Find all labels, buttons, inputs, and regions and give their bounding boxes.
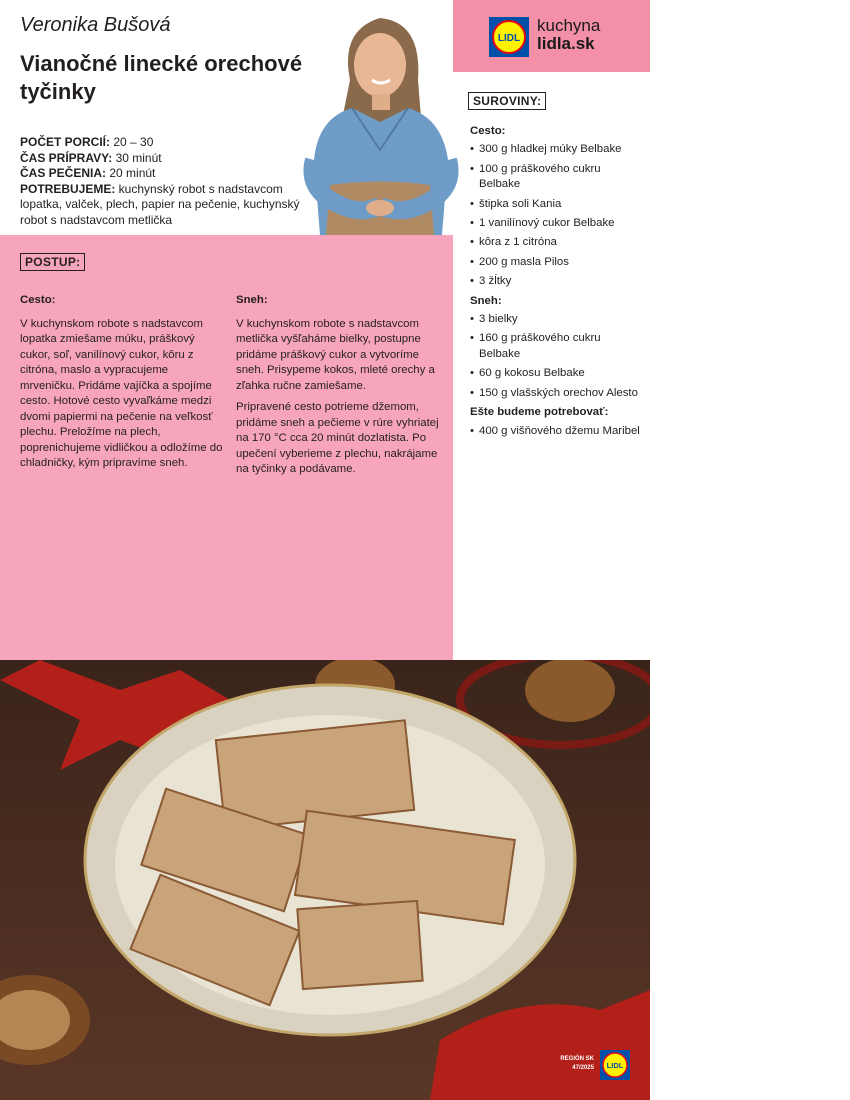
list-item: • kôra z 1 citróna	[470, 235, 640, 250]
method-meringue-title: Sneh:	[236, 294, 268, 306]
list-item: • 100 g práškového cukru Belbake	[470, 162, 640, 193]
method-meringue	[236, 293, 441, 484]
recipe-title: Vianočné linecké orechové tyčinky	[20, 51, 303, 104]
footer-region	[560, 1055, 594, 1073]
list-item: • 3 bielky	[470, 312, 640, 327]
list-item: • 160 g práškového cukru Belbake	[470, 331, 640, 362]
postup-tag: POSTUP:	[20, 253, 85, 271]
footer-region-label: REGIÓN SK	[560, 1056, 594, 1062]
list-item: • 150 g vlašských orechov Alesto	[470, 386, 640, 401]
lidl-footer-logo-icon	[600, 1050, 630, 1080]
list-item: • 3 žĺtky	[470, 274, 640, 289]
chef-portrait	[300, 10, 460, 235]
list-item: • 300 g hladkej múky Belbake	[470, 142, 640, 157]
list-item: • 60 g kokosu Belbake	[470, 366, 640, 381]
portions-label: POČET PORCIÍ:	[20, 135, 111, 149]
ingredients-list	[470, 122, 640, 443]
brand-line-1: kuchyna	[537, 16, 601, 35]
method-meringue-text-1: V kuchynskom robote s nadstavcom metlička vyšľaháme bielky, postupne pridáme práškový cukor a vytvoríme sneh. Prisypeme kokos, mleté orechy a zľahka ručne zamiešame.	[236, 317, 435, 392]
lidl-logo-icon	[489, 17, 529, 57]
ingredients-tag: SUROVINY:	[468, 92, 546, 110]
ingredients-dough-list	[470, 142, 640, 289]
brand-line-2: lidla.sk	[537, 34, 595, 53]
ingredients-meringue-title: Sneh:	[470, 294, 502, 307]
author-name: Veronika Bušová	[20, 14, 171, 36]
method-meringue-text-2: Pripravené cesto potrieme džemom, pridáme sneh a pečieme v rúre vyhriatej na 170 °C cca 20 minút dozlatista. Po upečení vyberieme z plechu, nakrájame na tyčinky a podávame.	[236, 401, 439, 475]
equipment-value: kuchynský robot s nadstavcom lopatka, valček, plech, papier na pečenie, kuchynský robot s nadstavcom metlička	[20, 181, 300, 227]
ingredients-dough-title: Cesto:	[470, 125, 506, 137]
brand-name[interactable]	[537, 17, 600, 53]
list-item: • 1 vanilínový cukor Belbake	[470, 216, 640, 231]
prep-time-label: ČAS PRÍPRAVY:	[20, 150, 113, 165]
svg-text:LIDL: LIDL	[497, 33, 521, 44]
ingredients-extra-title: Ešte budeme potrebovať:	[470, 406, 609, 419]
footer-issue: 47/2025	[572, 1065, 594, 1071]
method-dough-text: V kuchynskom robote s nadstavcom lopatka zmiešame múku, práškový cukor, soľ, vanilínový cukor, kôru z citróna, maslo a vypracujeme mrveničku. Pridáme vajíčka a spojíme cesto. Hotové cesto vyvaľkáme medzi dvomi papiermi na pečenie na veľkosť plechu. Preložíme na plech, popreпichujeme vidličkou a odložíme do chladničky, kým pripravíme sneh.	[20, 317, 223, 469]
food-photo	[0, 660, 650, 1100]
svg-text:LIDL: LIDL	[606, 1061, 624, 1070]
bake-time-label: ČAS PEČENIA:	[20, 166, 107, 180]
ingredients-meringue-list	[470, 312, 640, 401]
method-dough-title: Cesto:	[20, 294, 56, 306]
recipe-meta	[20, 135, 310, 228]
method-dough	[20, 293, 225, 478]
equipment-label: POTREBUJEME:	[20, 181, 116, 196]
list-item: • štipka soli Kania	[470, 197, 640, 212]
portions-value: 20 – 30	[110, 135, 154, 149]
ingredients-extra-list	[470, 424, 640, 439]
prep-time-value: 30 minút	[112, 150, 162, 165]
list-item: • 200 g masla Pilos	[470, 255, 640, 270]
bake-time-value: 20 minút	[106, 166, 156, 180]
list-item: • 400 g višňového džemu Maribel	[470, 424, 640, 439]
